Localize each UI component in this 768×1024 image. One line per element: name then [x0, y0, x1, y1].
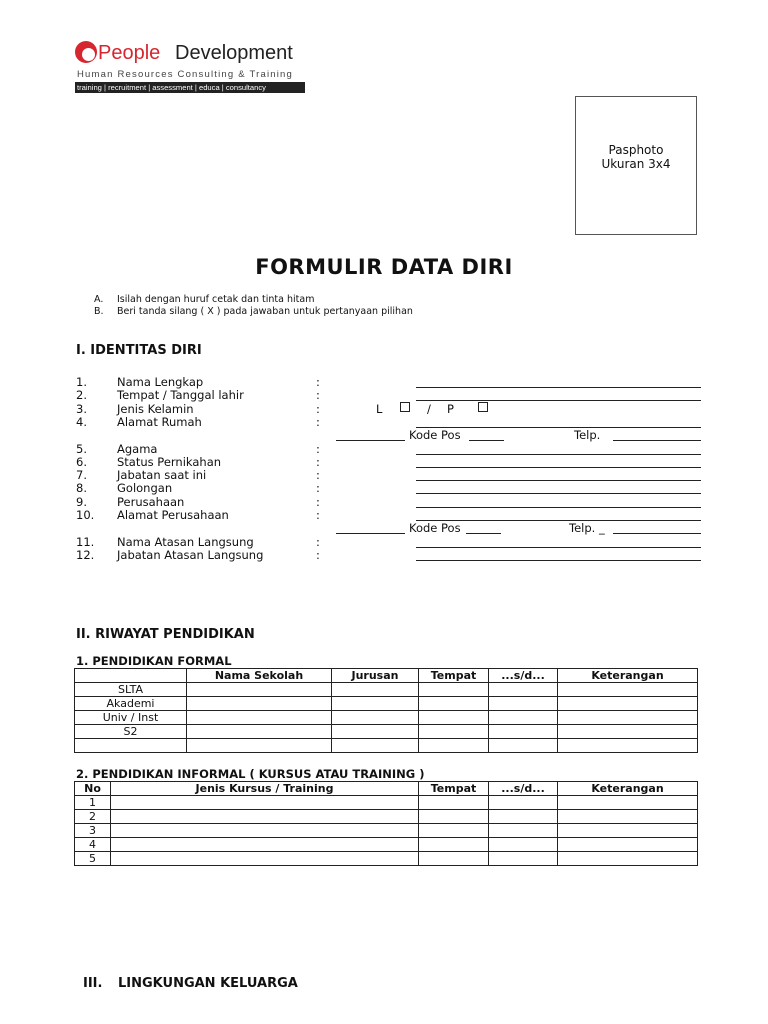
field-row: [0, 415, 768, 429]
table-cell[interactable]: [111, 852, 419, 866]
logo-subtitle: Human Resources Consulting & Training: [77, 69, 294, 80]
field-number: 6.: [76, 455, 87, 469]
field-colon: :: [316, 481, 320, 495]
row-number: 5: [75, 852, 111, 866]
table-cell[interactable]: [187, 683, 332, 697]
field-label: Alamat Rumah: [117, 415, 202, 429]
table-cell[interactable]: [332, 683, 419, 697]
photo-box: [575, 96, 697, 235]
field-colon: :: [316, 508, 320, 522]
field-row: [0, 548, 768, 562]
field-colon: :: [316, 442, 320, 456]
form-title: FORMULIR DATA DIRI: [255, 255, 513, 279]
input-line-golongan[interactable]: [416, 493, 701, 494]
table-cell[interactable]: [419, 810, 489, 824]
table-cell[interactable]: [489, 838, 558, 852]
table-header: Keterangan: [558, 782, 698, 796]
instruction-text: Isilah dengan huruf cetak dan tinta hitam: [117, 294, 315, 305]
table-cell[interactable]: [419, 711, 489, 725]
field-colon: :: [316, 455, 320, 469]
table-row: [75, 697, 698, 711]
field-colon: :: [316, 388, 320, 402]
table-cell[interactable]: [419, 683, 489, 697]
input-line-telp[interactable]: [613, 440, 701, 441]
logo-icon: [75, 41, 97, 63]
table-cell[interactable]: [419, 725, 489, 739]
field-number: 1.: [76, 375, 87, 389]
table-cell[interactable]: [489, 810, 558, 824]
table-cell[interactable]: [489, 796, 558, 810]
table-header: ...s/d...: [489, 782, 558, 796]
table-cell[interactable]: [419, 739, 489, 753]
table-cell[interactable]: [558, 796, 698, 810]
table-cell[interactable]: [332, 711, 419, 725]
field-colon: :: [316, 375, 320, 389]
table-cell[interactable]: [489, 683, 558, 697]
field-colon: :: [316, 548, 320, 562]
table-row: [75, 838, 698, 852]
row-number: 3: [75, 824, 111, 838]
table-cell[interactable]: [558, 838, 698, 852]
table-cell[interactable]: [558, 697, 698, 711]
field-row: [0, 375, 768, 389]
field-row: [0, 481, 768, 495]
field-row: [0, 495, 768, 509]
table-cell[interactable]: [187, 697, 332, 711]
field-number: 12.: [76, 548, 95, 562]
field-label: Nama Lengkap: [117, 375, 204, 389]
checkbox-laki[interactable]: [400, 402, 410, 412]
table-cell[interactable]: [419, 838, 489, 852]
table-row: [75, 852, 698, 866]
table-row: [75, 711, 698, 725]
field-colon: :: [316, 468, 320, 482]
field-number: 5.: [76, 442, 87, 456]
table-cell[interactable]: [187, 711, 332, 725]
field-label: Jenis Kelamin: [117, 402, 194, 416]
table-header-row: [75, 782, 698, 796]
input-line-kode-pos[interactable]: [469, 440, 504, 441]
table-row: [75, 824, 698, 838]
field-row: [0, 508, 768, 522]
address-extra-row: [0, 428, 768, 442]
logo-name-development: Development: [175, 42, 293, 64]
table-cell[interactable]: [419, 796, 489, 810]
table-cell[interactable]: [187, 725, 332, 739]
table-cell[interactable]: [558, 810, 698, 824]
field-row: [0, 535, 768, 549]
table-cell[interactable]: [111, 824, 419, 838]
table-row: [75, 725, 698, 739]
field-number: 9.: [76, 495, 87, 509]
telp-label: Telp. _: [569, 521, 605, 535]
table-cell[interactable]: [558, 852, 698, 866]
table-header: Jenis Kursus / Training: [111, 782, 419, 796]
field-label: Alamat Perusahaan: [117, 508, 229, 522]
instruction-a: [0, 294, 768, 306]
input-line-alamat-2[interactable]: [336, 440, 405, 441]
pendidikan-informal-title: 2. PENDIDIKAN INFORMAL ( KURSUS ATAU TRAINING ): [76, 767, 425, 781]
field-label: Perusahaan: [117, 495, 185, 509]
gender-l-label: L: [376, 402, 383, 416]
table-cell[interactable]: [489, 739, 558, 753]
field-number: 7.: [76, 468, 87, 482]
instruction-letter: B.: [94, 306, 104, 317]
input-line-jabatan-atasan[interactable]: [416, 560, 701, 561]
row-number: 1: [75, 796, 111, 810]
field-colon: :: [316, 402, 320, 416]
row-label: Univ / Inst: [75, 711, 187, 725]
field-row: [0, 402, 768, 416]
section-keluarga-number: III.: [83, 976, 103, 991]
checkbox-perempuan[interactable]: [478, 402, 488, 412]
pendidikan-formal-table: [74, 668, 698, 753]
table-cell[interactable]: [419, 852, 489, 866]
field-number: 2.: [76, 388, 87, 402]
table-row: [75, 739, 698, 753]
input-line-telp-perusahaan[interactable]: [613, 533, 701, 534]
kode-pos-label: Kode Pos: [409, 428, 461, 442]
table-cell[interactable]: [332, 739, 419, 753]
input-line-ttl[interactable]: [416, 400, 701, 401]
section-identitas-title: I. IDENTITAS DIRI: [76, 343, 202, 358]
field-label: Jabatan saat ini: [117, 468, 207, 482]
photo-label-line2: Ukuran 3x4: [601, 157, 671, 171]
gender-p-label: P: [447, 402, 454, 416]
table-header: Tempat: [419, 669, 489, 683]
table-cell[interactable]: [111, 810, 419, 824]
row-label[interactable]: [75, 739, 187, 753]
row-label: S2: [75, 725, 187, 739]
field-label: Golongan: [117, 481, 173, 495]
row-label: Akademi: [75, 697, 187, 711]
field-row: [0, 468, 768, 482]
photo-label-line1: Pasphoto: [608, 143, 664, 157]
field-number: 11.: [76, 535, 95, 549]
field-row: [0, 388, 768, 402]
field-label: Tempat / Tanggal lahir: [117, 388, 244, 402]
field-row: [0, 455, 768, 469]
input-line-alamat-perusahaan-2[interactable]: [336, 533, 405, 534]
pendidikan-informal-table: [74, 781, 698, 866]
table-cell[interactable]: [332, 725, 419, 739]
table-row: [75, 683, 698, 697]
field-label: Status Pernikahan: [117, 455, 222, 469]
table-cell[interactable]: [558, 824, 698, 838]
field-row: [0, 442, 768, 456]
instruction-b: [0, 306, 768, 318]
logo-name-people: People: [98, 42, 161, 64]
table-header: [75, 669, 187, 683]
table-cell[interactable]: [111, 796, 419, 810]
section-pendidikan-title: II. RIWAYAT PENDIDIKAN: [76, 627, 255, 642]
table-header-row: [75, 669, 698, 683]
gender-separator: /: [427, 402, 431, 416]
field-label: Agama: [117, 442, 158, 456]
table-cell[interactable]: [558, 711, 698, 725]
field-colon: :: [316, 535, 320, 549]
table-header: Jurusan: [332, 669, 419, 683]
table-cell[interactable]: [419, 824, 489, 838]
table-cell[interactable]: [489, 725, 558, 739]
field-label: Jabatan Atasan Langsung: [117, 548, 264, 562]
field-number: 8.: [76, 481, 87, 495]
table-header: Tempat: [419, 782, 489, 796]
logo-services-bar: training | recruitment | assessment | educa | consultancy: [75, 82, 305, 93]
field-label: Nama Atasan Langsung: [117, 535, 254, 549]
table-header: Nama Sekolah: [187, 669, 332, 683]
table-cell[interactable]: [187, 739, 332, 753]
table-cell[interactable]: [332, 697, 419, 711]
table-cell[interactable]: [489, 697, 558, 711]
row-number: 4: [75, 838, 111, 852]
input-line-kode-pos-perusahaan[interactable]: [466, 533, 501, 534]
table-row: [75, 810, 698, 824]
row-label: SLTA: [75, 683, 187, 697]
field-number: 4.: [76, 415, 87, 429]
table-row: [75, 796, 698, 810]
company-address-extra-row: [0, 521, 768, 535]
telp-label: Telp.: [574, 428, 601, 442]
table-header: Keterangan: [558, 669, 698, 683]
table-cell[interactable]: [558, 725, 698, 739]
section-keluarga-title: LINGKUNGAN KELUARGA: [118, 976, 298, 991]
instruction-letter: A.: [94, 294, 104, 305]
table-cell[interactable]: [489, 711, 558, 725]
kode-pos-label: Kode Pos: [409, 521, 461, 535]
table-header: ...s/d...: [489, 669, 558, 683]
field-colon: :: [316, 415, 320, 429]
table-cell[interactable]: [419, 697, 489, 711]
table-cell[interactable]: [558, 739, 698, 753]
field-colon: :: [316, 495, 320, 509]
table-header: No: [75, 782, 111, 796]
table-cell[interactable]: [111, 838, 419, 852]
field-number: 10.: [76, 508, 95, 522]
table-cell[interactable]: [489, 824, 558, 838]
field-number: 3.: [76, 402, 87, 416]
pendidikan-formal-title: 1. PENDIDIKAN FORMAL: [76, 654, 232, 668]
instruction-text: Beri tanda silang ( X ) pada jawaban untuk pertanyaan pilihan: [117, 306, 413, 317]
table-cell[interactable]: [558, 683, 698, 697]
table-cell[interactable]: [489, 852, 558, 866]
row-number: 2: [75, 810, 111, 824]
